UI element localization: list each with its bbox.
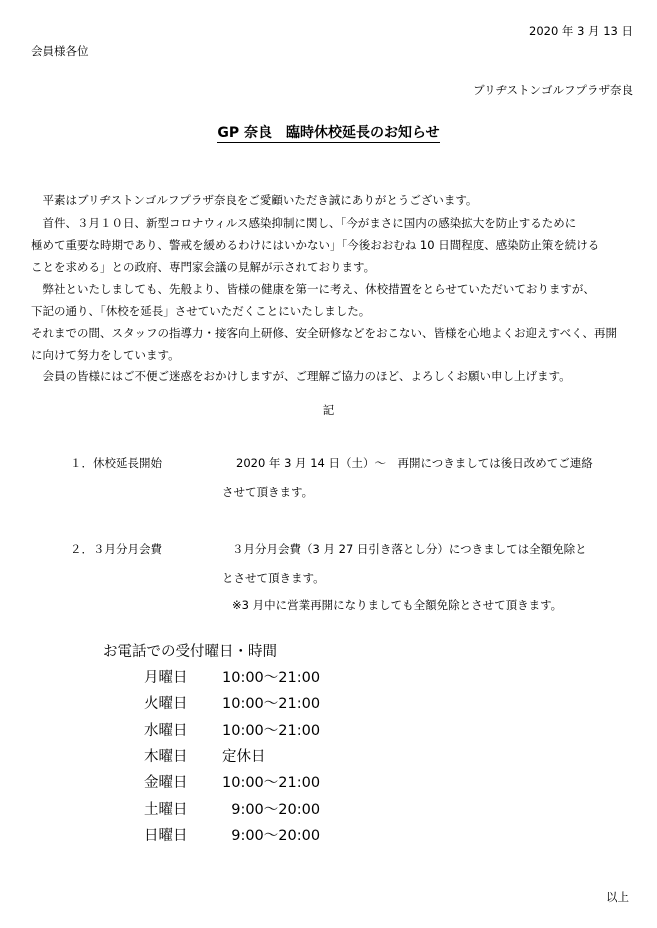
- phone-row-day: 月曜日: [144, 670, 188, 686]
- document-title-text: GP 奈良 臨時休校延長のお知らせ: [217, 125, 440, 141]
- item-1-line-2: させて頂きます。: [222, 485, 314, 499]
- document-date: 2020 年 3 月 13 日: [529, 24, 633, 38]
- body-line-2: 首件、３月１０日、新型コロナウィルス感染抑制に関し、「今がまさに国内の感染拡大を防止するために: [31, 216, 577, 230]
- phone-row-hours: 9:00～20:00: [222, 802, 321, 818]
- item-2-line-1: ３月分月会費（3 月 27 日引き落とし分）につきましては全額免除と: [232, 542, 587, 556]
- phone-row-day: 金曜日: [144, 775, 188, 791]
- phone-row-hours: 10:00～21:00: [222, 723, 321, 739]
- item-1-line-1: 2020 年 3 月 14 日（土）～ 再開につきましては後日改めてご連絡: [236, 456, 593, 470]
- sender: ブリヂストンゴルフプラザ奈良: [473, 83, 633, 97]
- body-line-7: それまでの間、スタッフの指導力・接客向上研修、安全研修などをおこない、皆様を心地よくお迎えすべく、再開: [31, 326, 618, 340]
- phone-row-day: 水曜日: [144, 723, 188, 739]
- body-line-1: 平素はブリヂストンゴルフプラザ奈良をご愛顧いただき誠にありがとうございます。: [31, 193, 478, 207]
- body-line-5: 弊社といたしましても、先般より、皆様の健康を第一に考え、休校措置をとらせていただいておりますが、: [31, 282, 595, 296]
- phone-row-hours: 9:00～20:00: [222, 828, 321, 844]
- document-title: [0, 122, 657, 142]
- recipient: 会員様各位: [31, 44, 89, 58]
- phone-row-day: 土曜日: [144, 802, 188, 818]
- phone-hours-heading: お電話での受付曜日・時間: [103, 644, 277, 660]
- item-1-label: １．休校延長開始: [70, 456, 162, 470]
- body-line-8: に向けて努力をしています。: [31, 348, 180, 362]
- item-2-label: ２．３月分月会費: [70, 542, 162, 556]
- body-line-4: ことを求める」との政府、専門家会議の見解が示されております。: [31, 260, 376, 274]
- phone-row-day: 木曜日: [144, 749, 188, 765]
- item-2-note: ※3 月中に営業再開になりましても全額免除とさせて頂きます。: [232, 598, 563, 612]
- phone-row-day: 日曜日: [144, 828, 188, 844]
- phone-row-hours: 10:00～21:00: [222, 775, 321, 791]
- body-line-3: 極めて重要な時期であり、警戒を緩めるわけにはいかない」「今後おおむね 10 日間程度、感染防止策を続ける: [31, 238, 600, 252]
- closing-mark: 以上: [606, 890, 629, 904]
- body-line-6: 下記の通り、「休校を延長」させていただくことにいたしました。: [31, 304, 371, 318]
- phone-row-hours: 10:00～21:00: [222, 696, 321, 712]
- item-2-line-2: とさせて頂きます。: [222, 571, 325, 585]
- body-line-9: 会員の皆様にはご不便ご迷惑をおかけしますが、ご理解ご協力のほど、よろしくお願い申し上げます。: [31, 369, 571, 383]
- phone-row-hours: 定休日: [222, 749, 266, 765]
- ki-marker: 記: [322, 403, 335, 417]
- phone-row-hours: 10:00～21:00: [222, 670, 321, 686]
- phone-row-day: 火曜日: [144, 696, 188, 712]
